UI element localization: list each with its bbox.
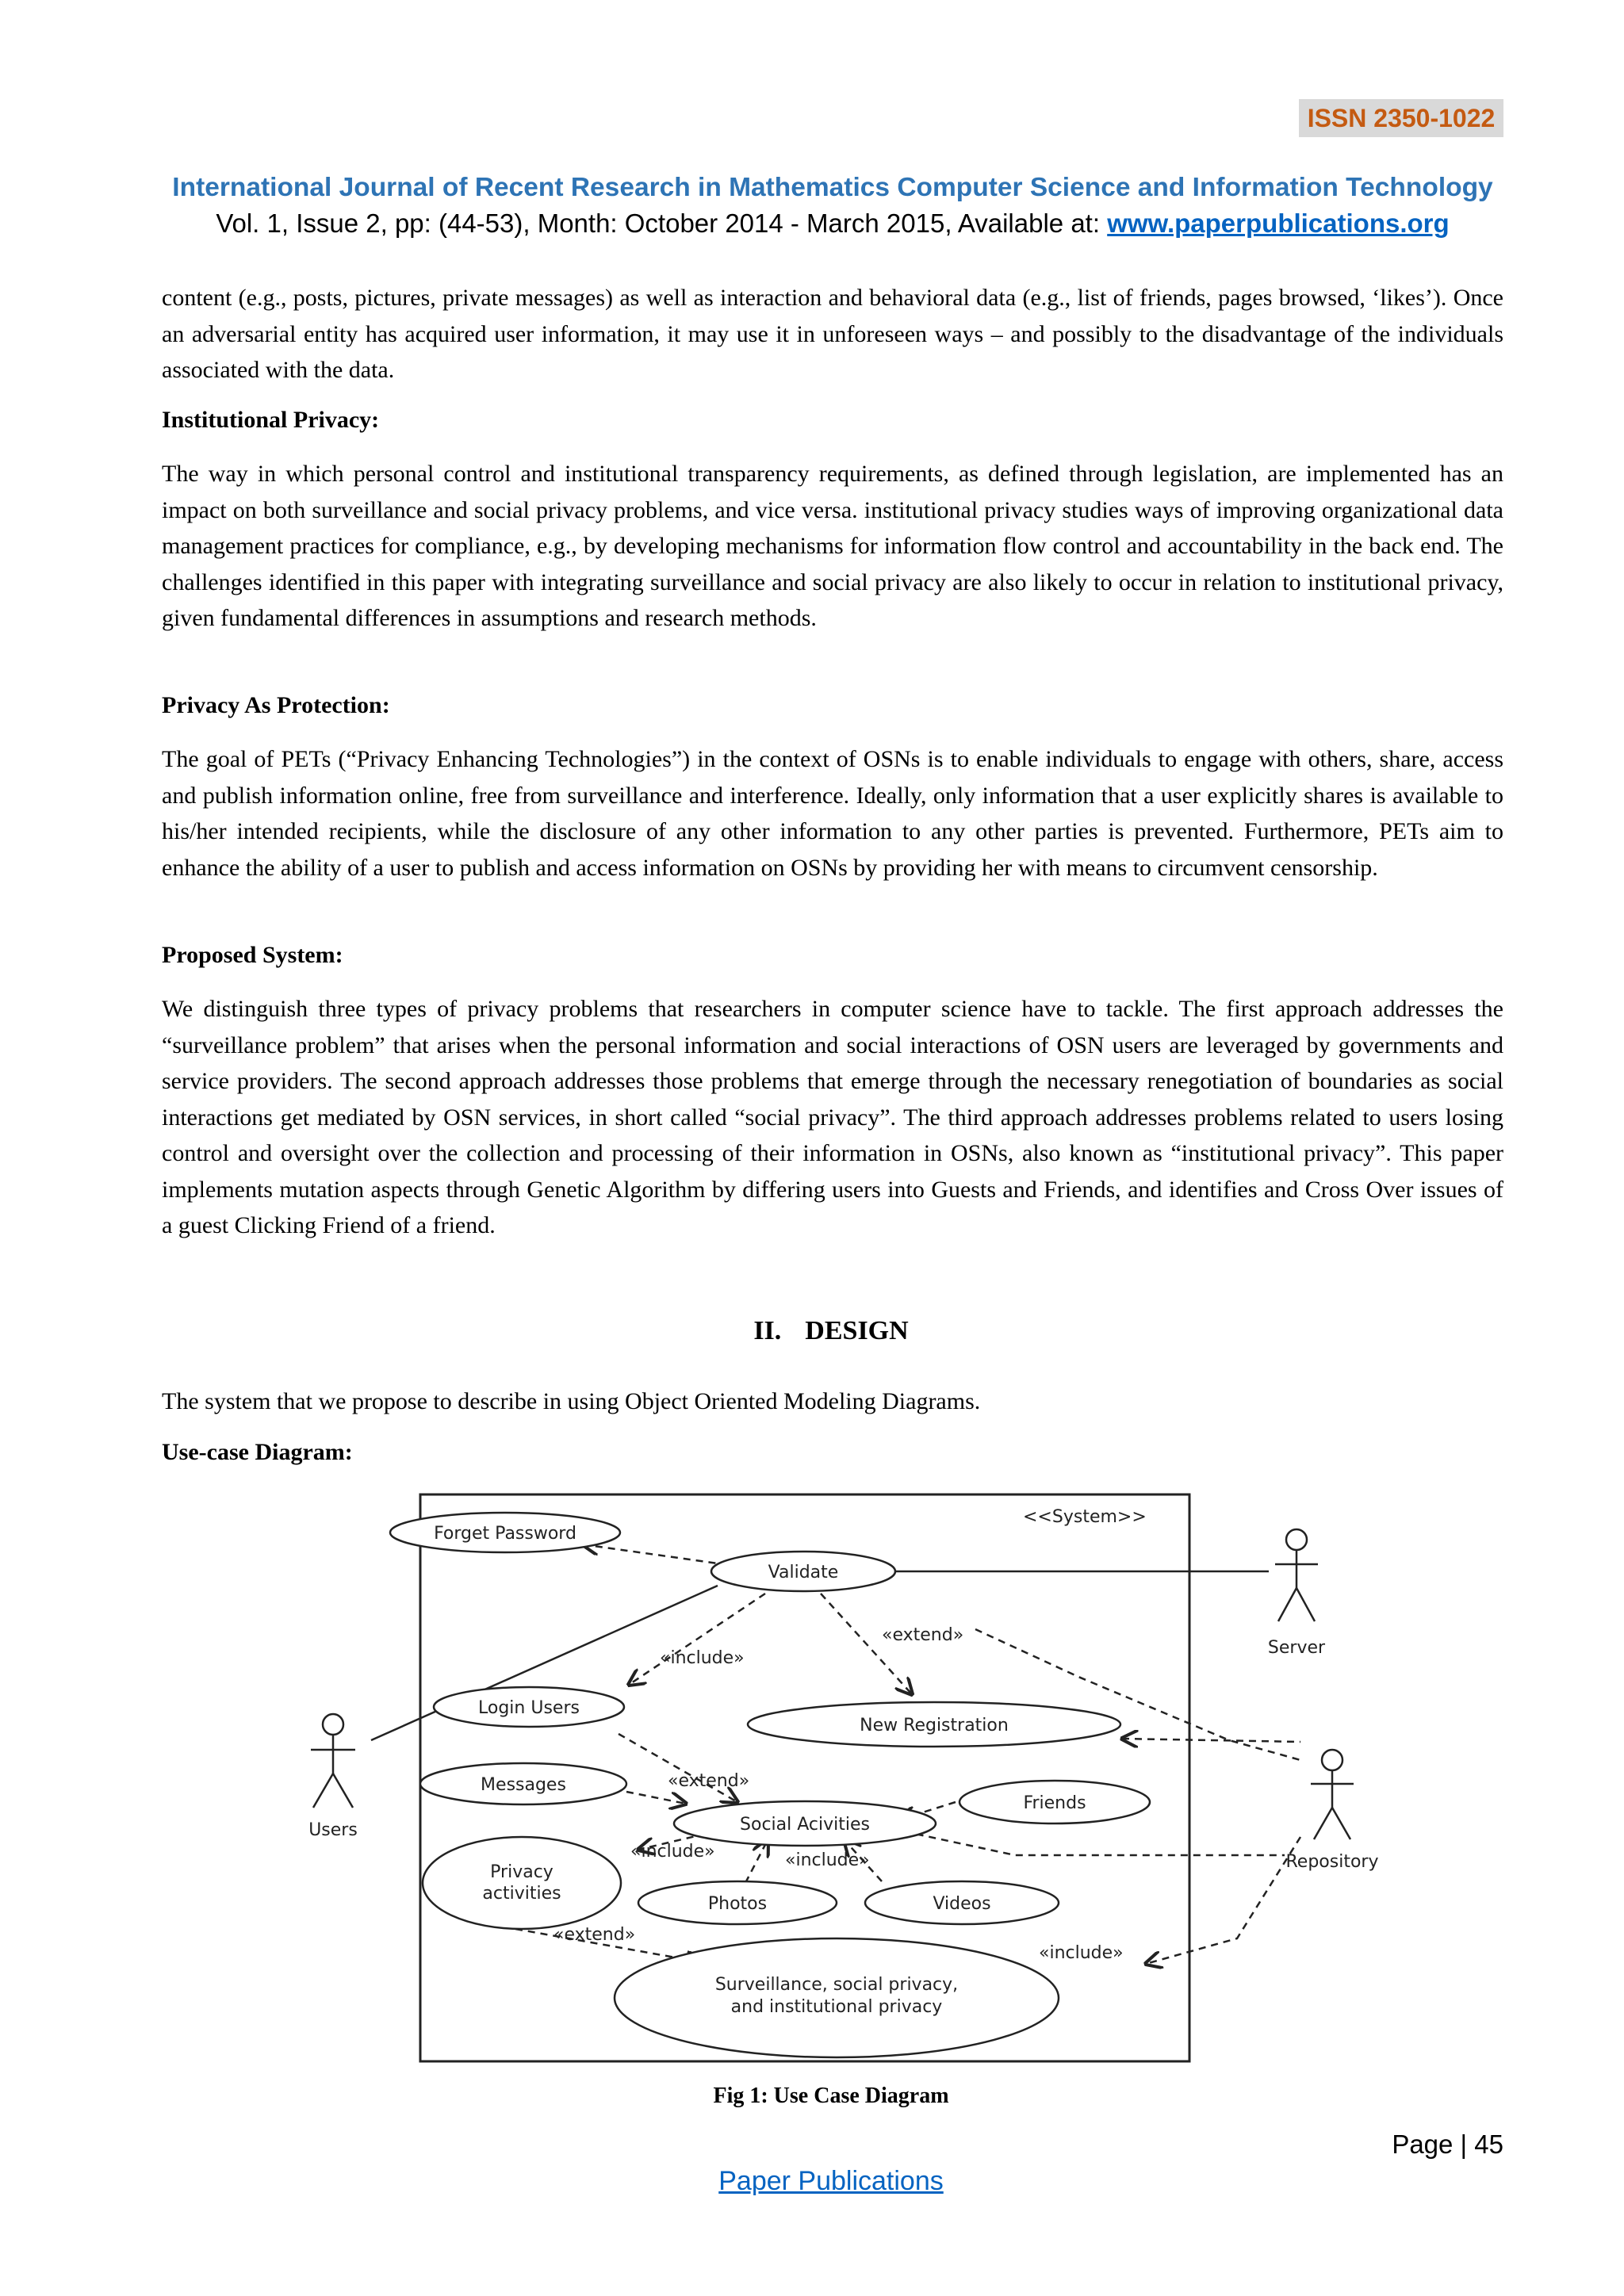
usecase-privacy-activities — [423, 1837, 621, 1929]
use-case-diagram — [278, 1479, 1396, 2073]
usecase-forget-password — [390, 1513, 620, 1552]
volume-line — [162, 209, 1503, 239]
actor-server-label: Server — [1267, 1638, 1326, 1658]
photos-social-link — [745, 1840, 768, 1883]
institutional-heading: Institutional Privacy: — [162, 407, 380, 433]
usecase-heading: Use-case Diagram: — [162, 1439, 353, 1465]
proposed-paragraph: We distinguish three types of privacy problems that researchers in computer science have to tackle. The first approach addresses the “surveillance problem” that arises when the personal information and social interactions of OSN users are leveraged by governments and service providers. The second approach addresses those problems that emerge through the necessary renegotiation of boundaries as social interactions get mediated by OSN services, in short called “social privacy”. The third approach addresses problems related to users losing control and oversight over the collection and processing of their information in OSNs, also known as “institutional privacy”. This paper implements mutation aspects through Genetic Algorithm by differing users into Guests and Friends, and identifies and Cross Over issues of a guest Clicking Friend of a friend. — [162, 996, 1503, 1238]
usecase-videos — [865, 1881, 1059, 1924]
institutional-paragraph: The way in which personal control and institutional transparency requirements, as defined through legislation, are implemented has an impact on both surveillance and social privacy problems, and vice versa. institutional privacy studies ways of improving organizational data management practices for compliance, e.g., by developing mechanisms for information flow control and accountability in the back end. The challenges identified in this paper with integrating surveillance and social privacy are also likely to occur in relation to institutional privacy, given fundamental differences in assumptions and research methods. — [162, 461, 1503, 631]
forget-password-label: Forget Password — [434, 1524, 576, 1544]
actor-server — [1268, 1529, 1326, 1658]
website-link[interactable]: www.paperpublications.org — [1107, 209, 1450, 238]
actor-repository — [1286, 1750, 1379, 1872]
extend-registration-label: «extend» — [882, 1625, 964, 1645]
actor-repository-label: Repository — [1285, 1852, 1379, 1872]
actor-users — [308, 1714, 358, 1840]
section-number: II. — [753, 1316, 782, 1345]
login-users-label: Login Users — [478, 1698, 580, 1718]
include-photos-label: «include» — [785, 1850, 870, 1870]
login-social-link — [619, 1734, 737, 1802]
social-repository-link — [904, 1831, 1285, 1855]
usecase-new-registration — [748, 1702, 1120, 1747]
intro-paragraph: content (e.g., posts, pictures, private messages) as well as interaction and behavioral data (e.g., list of friends, pages browsed, ‘likes’). Once an adversarial entity has acquired user information, it may use it in unforeseen ways – and possibly to the disadvantage of the individuals associated with the data. — [162, 285, 1503, 383]
actor-users-label: Users — [308, 1820, 358, 1840]
publisher-link[interactable]: Paper Publications — [718, 2166, 944, 2196]
photos-label: Photos — [707, 1894, 768, 1914]
page-number: Page | 45 — [1392, 2130, 1503, 2159]
validate-label: Validate — [768, 1563, 839, 1582]
system-label: <<System>> — [1023, 1507, 1147, 1527]
surveillance-line2: and institutional privacy — [730, 1997, 943, 2017]
usecase-messages — [420, 1763, 626, 1804]
usecase-login-users — [434, 1687, 624, 1727]
journal-title: International Journal of Recent Research in Mathematics Computer Science and Information Technology — [172, 173, 1493, 202]
section-title: DESIGN — [805, 1316, 909, 1345]
include-login-label: «include» — [660, 1648, 745, 1668]
registration-repository-link — [1122, 1739, 1300, 1742]
section-heading — [0, 1316, 1624, 1346]
friends-label: Friends — [1023, 1793, 1086, 1813]
protection-paragraph: The goal of PETs (“Privacy Enhancing Technologies”) in the context of OSNs is to enable individuals to engage with others, share, access and publish information online, free from surveillance and interference. Ideally, only information that a user explicitly shares is available to his/her intended recipients, while the disclosure of any other information to any other parties is prevented. Furthermore, PETs aim to enhance the ability of a user to publish and access information on OSNs by providing her with means to circumvent censorship. — [162, 746, 1503, 881]
extend-privacy-label: «extend» — [553, 1925, 636, 1945]
volume-text: Vol. 1, Issue 2, pp: (44-53), Month: October 2014 - March 2015, Available at: — [216, 209, 1108, 238]
messages-label: Messages — [481, 1775, 566, 1795]
videos-label: Videos — [933, 1894, 991, 1914]
extend-messages-label: «extend» — [668, 1771, 750, 1791]
proposed-heading: Proposed System: — [162, 942, 343, 968]
issn-badge: ISSN 2350-1022 — [1299, 99, 1503, 137]
new-registration-label: New Registration — [860, 1716, 1009, 1735]
messages-social-extend — [626, 1792, 686, 1804]
usecase-social-activities — [674, 1801, 936, 1846]
usecase-friends — [959, 1781, 1150, 1823]
surveillance-line1: Surveillance, social privacy, — [714, 1975, 959, 1995]
usecase-validate — [711, 1552, 895, 1591]
design-paragraph: The system that we propose to describe in using Object Oriented Modeling Diagrams. — [162, 1388, 981, 1414]
include-privacy-label: «include» — [630, 1842, 715, 1862]
social-activities-label: Social Acivities — [740, 1815, 870, 1835]
figure-caption: Fig 1: Use Case Diagram — [713, 2084, 949, 2108]
protection-heading: Privacy As Protection: — [162, 692, 390, 718]
privacy-activities-line1: Privacy — [490, 1862, 553, 1882]
forget-validate-link — [583, 1544, 718, 1563]
privacy-activities-line2: activities — [482, 1884, 561, 1904]
usecase-surveillance — [615, 1938, 1059, 2057]
include-repository-label: «include» — [1039, 1943, 1124, 1963]
usecase-photos — [638, 1881, 837, 1924]
validate-login-include — [629, 1594, 765, 1685]
